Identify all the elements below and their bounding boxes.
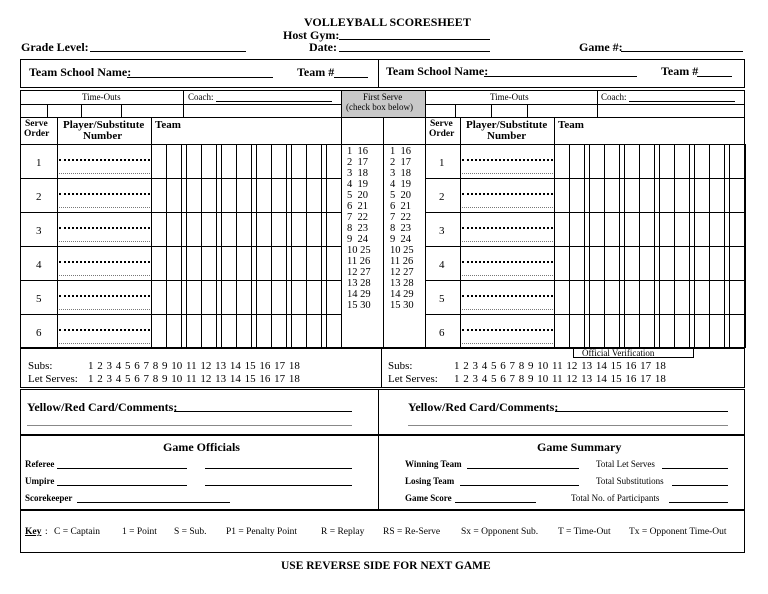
timeout-box-line <box>527 104 528 117</box>
grid-line <box>183 90 184 104</box>
right-player-label: Player/Substitute <box>466 119 548 131</box>
left-serve-order-1: 1 <box>36 157 42 169</box>
host-gym-label: Host Gym: <box>283 28 340 42</box>
right-serve-order-1: 1 <box>439 157 445 169</box>
timeout-box-line <box>81 104 82 117</box>
left-comments-field-2[interactable] <box>27 425 352 426</box>
total-let-serves-label: Total Let Serves <box>596 459 655 469</box>
score-cell-line <box>326 144 327 348</box>
right-serve-order-6: 6 <box>439 327 445 339</box>
score-cell-line <box>674 144 675 348</box>
page-title: VOLLEYBALL SCORESHEET <box>304 15 471 29</box>
left-comments-label: Yellow/Red Card/Comments: <box>27 400 178 414</box>
substitute-entry-line <box>462 241 553 242</box>
score-cell-line <box>251 144 252 348</box>
left-serve-order-2: 2 <box>36 191 42 203</box>
footer-instruction: USE REVERSE SIDE FOR NEXT GAME <box>281 560 491 572</box>
score-cell-line <box>181 144 182 348</box>
losing-team-field[interactable] <box>460 485 579 486</box>
score-cell-line <box>306 144 307 348</box>
game-number-field[interactable] <box>621 51 743 52</box>
score-cell-line <box>216 144 217 348</box>
substitute-entry-line <box>59 343 150 344</box>
right-comments-field-1[interactable] <box>555 411 728 412</box>
left-points-column: 1 16 2 17 3 18 4 19 5 20 6 21 7 22 8 23 9 24 10 25 11 26 12 27 13 28 14 29 15 30 <box>347 146 371 311</box>
first-serve-label: First Serve <box>363 92 403 102</box>
right-subs-numbers[interactable]: 1 2 3 4 5 6 7 8 9 10 11 12 13 14 15 16 17 18 <box>454 360 666 372</box>
player-entry-line <box>59 261 150 263</box>
right-team-school-label: Team School Name: <box>386 64 489 78</box>
left-team-school-label: Team School Name: <box>29 65 132 79</box>
score-cell-line <box>256 144 257 348</box>
score-cell-line <box>745 144 746 348</box>
right-order-label: Order <box>429 129 455 139</box>
score-cell-line <box>604 144 605 348</box>
key-item-8: Tx = Opponent Time-Out <box>629 527 727 537</box>
grid-line <box>425 104 745 105</box>
total-substitutions-label: Total Substitutions <box>596 476 664 486</box>
scorekeeper-field[interactable] <box>77 502 230 503</box>
left-team-number-label: Team # <box>297 65 335 79</box>
player-entry-line <box>59 329 150 331</box>
right-comments-field-2[interactable] <box>408 425 728 426</box>
left-team-col-label: Team <box>155 119 181 131</box>
referee-field[interactable] <box>57 468 187 469</box>
score-cell-line <box>654 144 655 348</box>
umpire-field[interactable] <box>57 485 187 486</box>
left-coach-label: Coach: <box>188 92 214 102</box>
game-number-label: Game #: <box>579 40 623 54</box>
timeout-box-line <box>47 104 48 117</box>
left-player-label: Player/Substitute <box>63 119 145 131</box>
key-colon: : <box>45 527 48 537</box>
winning-team-label: Winning Team <box>405 459 462 469</box>
left-subs-numbers[interactable]: 1 2 3 4 5 6 7 8 9 10 11 12 13 14 15 16 17 18 <box>88 360 300 372</box>
right-comments-label: Yellow/Red Card/Comments: <box>408 400 559 414</box>
game-score-field[interactable] <box>455 502 536 503</box>
score-cell-line <box>166 144 167 348</box>
right-serve-order-3: 3 <box>439 225 445 237</box>
key-item-5: RS = Re-Serve <box>383 527 441 537</box>
key-item-1: 1 = Point <box>122 527 157 537</box>
right-team-number-field[interactable] <box>697 76 732 77</box>
player-entry-line <box>59 159 150 161</box>
left-coach-field[interactable] <box>216 101 332 102</box>
player-entry-line <box>462 227 553 229</box>
timeout-box-line <box>183 104 184 117</box>
score-cell-line <box>201 144 202 348</box>
left-order-label: Order <box>24 129 50 139</box>
timeout-box-line <box>491 104 492 117</box>
left-number-label: Number <box>83 130 123 142</box>
total-participants-label: Total No. of Participants <box>571 493 660 503</box>
total-substitutions-field[interactable] <box>672 485 728 486</box>
right-subs-label: Subs: <box>388 360 413 372</box>
key-item-3: P1 = Penalty Point <box>226 527 298 537</box>
grid-line <box>20 104 341 105</box>
substitute-entry-line <box>462 309 553 310</box>
key-item-7: T = Time-Out <box>558 527 611 537</box>
score-cell-line <box>321 144 322 348</box>
umpire-field-2[interactable] <box>205 485 352 486</box>
referee-label: Referee <box>25 459 55 469</box>
substitute-entry-line <box>462 173 553 174</box>
left-serve-order-4: 4 <box>36 259 42 271</box>
right-serve-order-4: 4 <box>439 259 445 271</box>
score-cell-line <box>569 144 570 348</box>
right-let-numbers[interactable]: 1 2 3 4 5 6 7 8 9 10 11 12 13 14 15 16 17 18 <box>454 373 666 385</box>
date-label: Date: <box>309 40 337 54</box>
score-cell-line <box>709 144 710 348</box>
losing-team-label: Losing Team <box>405 476 455 486</box>
timeout-box-line <box>121 104 122 117</box>
date-field[interactable] <box>339 51 490 52</box>
key-item-0: C = Captain <box>54 527 100 537</box>
score-cell-line <box>584 144 585 348</box>
winning-team-field[interactable] <box>467 468 579 469</box>
scorekeeper-label: Scorekeeper <box>25 493 73 503</box>
score-cell-line <box>186 144 187 348</box>
grid-line <box>425 212 745 213</box>
grade-level-label: Grade Level: <box>21 40 89 54</box>
host-gym-field[interactable] <box>339 39 490 40</box>
score-cell-line <box>554 144 555 348</box>
substitute-entry-line <box>462 207 553 208</box>
score-cell-line <box>729 144 730 348</box>
player-entry-line <box>462 159 553 161</box>
right-coach-field[interactable] <box>629 101 735 102</box>
score-cell-line <box>689 144 690 348</box>
key-item-4: R = Replay <box>321 527 365 537</box>
substitute-entry-line <box>462 343 553 344</box>
left-let-numbers[interactable]: 1 2 3 4 5 6 7 8 9 10 11 12 13 14 15 16 17 18 <box>88 373 300 385</box>
right-timeouts-label: Time-Outs <box>490 92 529 102</box>
right-team-number-label: Team # <box>661 64 699 78</box>
right-serve-order-2: 2 <box>439 191 445 203</box>
grid-line <box>425 144 745 145</box>
score-cell-line <box>659 144 660 348</box>
score-cell-line <box>639 144 640 348</box>
substitute-entry-line <box>59 241 150 242</box>
right-let-label: Let Serves: <box>388 373 438 385</box>
right-coach-label: Coach: <box>601 92 627 102</box>
player-entry-line <box>59 295 150 297</box>
check-box-label: (check box below) <box>346 102 413 112</box>
score-cell-line <box>589 144 590 348</box>
grid-line <box>57 117 58 348</box>
grid-line <box>425 314 745 315</box>
score-cell-line <box>291 144 292 348</box>
score-cell-line <box>221 144 222 348</box>
player-entry-line <box>462 261 553 263</box>
right-serve-order-5: 5 <box>439 293 445 305</box>
right-team-school-field[interactable] <box>484 76 637 77</box>
official-verification-label: Official Verification <box>582 348 655 358</box>
timeout-box-line <box>455 104 456 117</box>
total-let-serves-field[interactable] <box>662 468 728 469</box>
score-cell-line <box>286 144 287 348</box>
substitute-entry-line <box>59 173 150 174</box>
left-serve-order-6: 6 <box>36 327 42 339</box>
timeout-box-line <box>597 104 598 117</box>
left-serve-label: Serve <box>25 119 48 129</box>
score-cell-line <box>341 144 342 348</box>
substitute-entry-line <box>462 275 553 276</box>
grid-line <box>425 280 745 281</box>
right-number-label: Number <box>487 130 527 142</box>
score-cell-line <box>151 144 152 348</box>
score-cell-line <box>724 144 725 348</box>
score-cell-line <box>619 144 620 348</box>
score-cell-line <box>624 144 625 348</box>
left-subs-label: Subs: <box>28 360 53 372</box>
grid-line <box>425 90 426 348</box>
grid-line <box>425 246 745 247</box>
substitute-entry-line <box>59 309 150 310</box>
player-entry-line <box>462 295 553 297</box>
left-team-number-field[interactable] <box>334 77 368 78</box>
grade-level-field[interactable] <box>90 51 246 52</box>
score-cell-line <box>236 144 237 348</box>
left-serve-order-5: 5 <box>36 293 42 305</box>
key-item-6: Sx = Opponent Sub. <box>461 527 539 537</box>
grid-line <box>425 178 745 179</box>
substitute-entry-line <box>59 207 150 208</box>
left-timeouts-label: Time-Outs <box>82 92 121 102</box>
right-serve-label: Serve <box>430 119 453 129</box>
score-cell-line <box>694 144 695 348</box>
grid-line <box>383 117 384 348</box>
referee-field-2[interactable] <box>205 468 352 469</box>
player-entry-line <box>462 193 553 195</box>
right-points-column: 1 16 2 17 3 18 4 19 5 20 6 21 7 22 8 23 9 24 10 25 11 26 12 27 13 28 14 29 15 30 <box>390 146 414 311</box>
grid-line <box>597 90 598 104</box>
key-item-2: S = Sub. <box>174 527 207 537</box>
game-officials-title: Game Officials <box>163 440 240 454</box>
score-cell-line <box>271 144 272 348</box>
substitute-entry-line <box>59 275 150 276</box>
right-team-col-label: Team <box>558 119 584 131</box>
game-summary-title: Game Summary <box>537 440 622 454</box>
player-entry-line <box>462 329 553 331</box>
left-let-label: Let Serves: <box>28 373 78 385</box>
total-participants-field[interactable] <box>669 502 728 503</box>
left-comments-field-1[interactable] <box>174 411 352 412</box>
left-serve-order-3: 3 <box>36 225 42 237</box>
game-score-label: Game Score <box>405 493 452 503</box>
player-entry-line <box>59 193 150 195</box>
umpire-label: Umpire <box>25 476 55 486</box>
left-team-school-field[interactable] <box>127 77 273 78</box>
key-label: Key <box>25 527 42 537</box>
grid-line <box>460 117 461 348</box>
player-entry-line <box>59 227 150 229</box>
